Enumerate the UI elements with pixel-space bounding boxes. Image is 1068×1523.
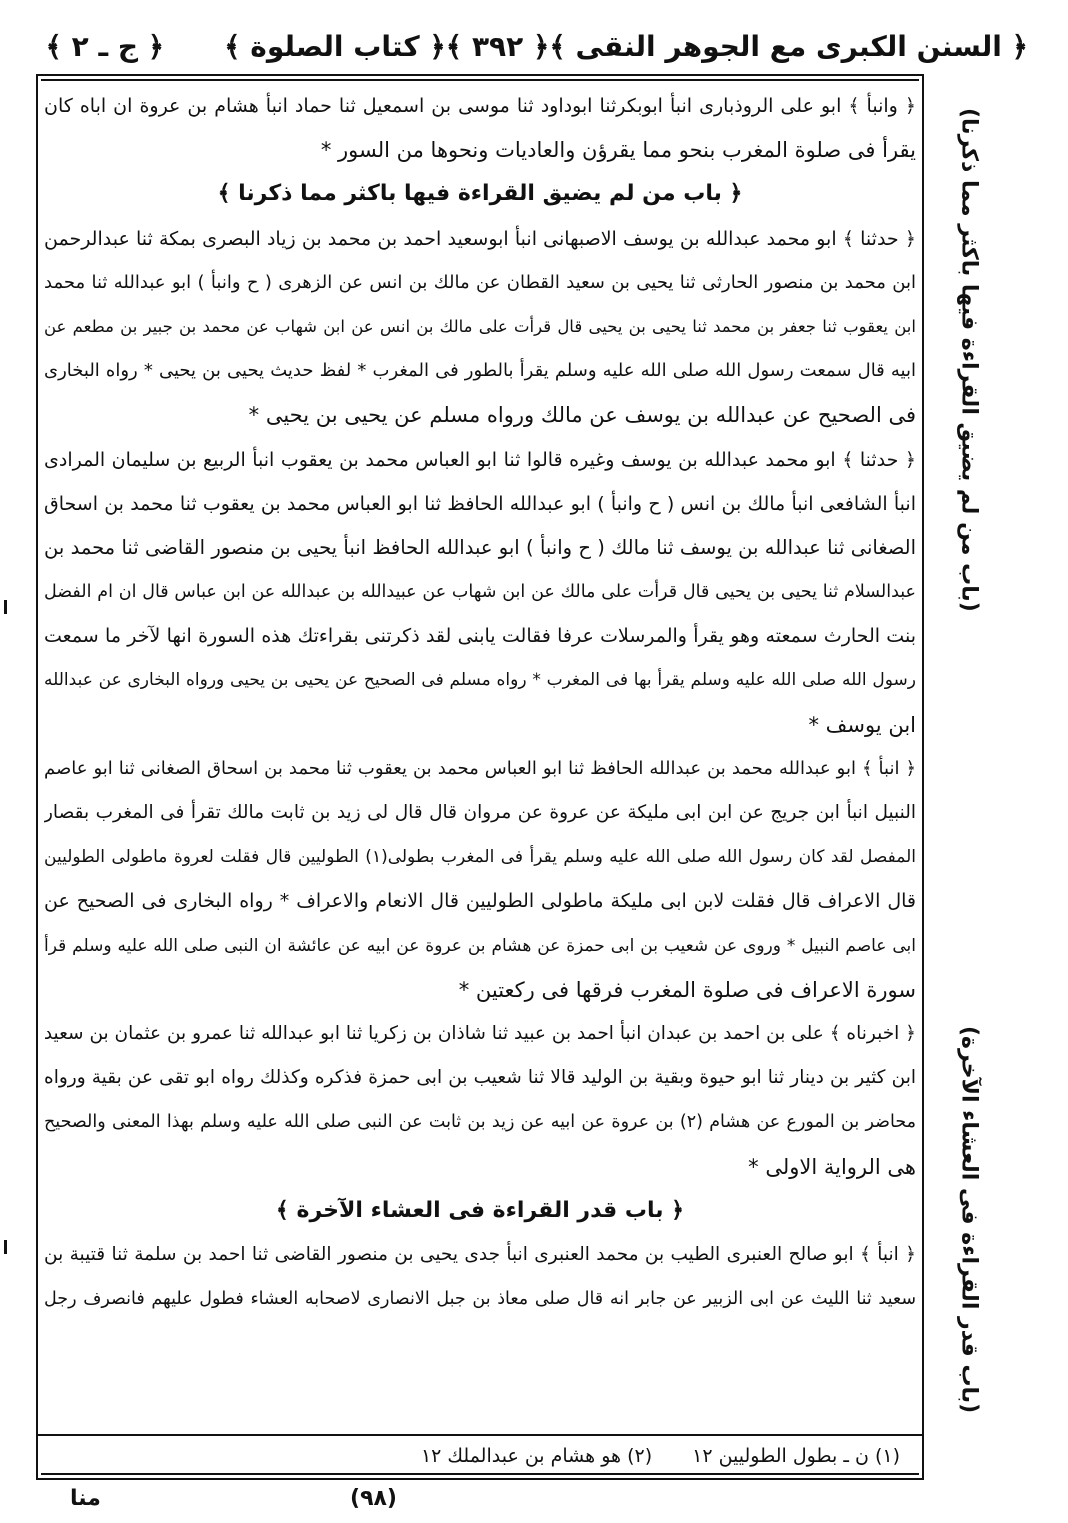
- text-line: فى الصحيح عن عبدالله بن يوسف عن مالك ورواه مسلم عن يحيى بن يحيى *: [248, 403, 916, 428]
- margin-heading-1: [934, 108, 1004, 612]
- text-line: بنت الحارث سمعته وهو يقرأ والمرسلات عرفا فقالت يابنى لقد ذكرتنى بقراءتك هذه السورة انها لآخر ما سمعت: [44, 625, 916, 648]
- text-line: ﴿ اخبرناه ﴾ على بن احمد بن عبدان انبأ احمد بن عبيد ثنا شاذان بن زكريا ثنا ابو عبدالله ثنا عمرو بن عثمان بن سعيد: [44, 1022, 916, 1044]
- chapter-heading: ﴿ باب من لم يضيق القراءة فيها باكثر مما ذكرنا ﴾: [217, 181, 743, 207]
- text-line: ﴿ حدثنا ﴾ ابو محمد عبدالله بن يوسف وغيره قالوا ثنا ابو العباس محمد بن يعقوب انبأ الربيع بن سليمان المرادى: [44, 448, 916, 471]
- text-line: هى الرواية الاولى *: [748, 1154, 916, 1179]
- text-line: ﴿ انبأ ﴾ ابو عبدالله محمد بن عبدالله الحافظ ثنا ابو العباس محمد بن يعقوب ثنا محمد بن اسحاق الصغانى ثنا ابو عاصم: [44, 757, 916, 779]
- margin-tick-mark: [4, 1240, 7, 1254]
- text-line: ﴿ انبأ ﴾ ابو صالح العنبرى الطيب بن محمد العنبرى انبأ جدى يحيى بن منصور القاضى ثنا احمد بن سلمة ثنا قتيبة بن: [44, 1243, 916, 1265]
- margin-heading-1-text: (باب من لم يضيق القراءة فيها باكثر مما ذكرنا): [956, 108, 982, 612]
- text-line: يقرأ فى صلوة المغرب بنحو مما يقرؤن والعاديات ونحوها من السور *: [320, 138, 916, 163]
- page-number: ﴿ ٣٩٢ ﴾: [445, 29, 550, 63]
- text-line: ﴿ وانبأ ﴾ ابو على الروذبارى انبأ ابوبكرثنا ابوداود ثنا موسى بن اسمعيل ثنا حماد انبأ هشام بن عروة ان اباه كان: [44, 95, 916, 117]
- footnote-rule: [38, 1434, 922, 1436]
- text-line: ابن كثير بن دينار ثنا ابو حيوة وبقية بن الوليد قالا ثنا شعيب بن ابى حمزة فذكره وكذلك رواه ابو تقى عن بقية ورواه: [44, 1067, 916, 1089]
- header-left-group: [46, 30, 446, 63]
- margin-tick-mark: [4, 600, 7, 614]
- text-line: قال الاعراف قال فقلت لابن ابى مليكة ماطولى الطوليين قال الانعام والاعراف * رواه البخارى فى الصحيح عن: [44, 890, 916, 913]
- text-line: الصغانى ثنا عبدالله بن يوسف ثنا مالك ( ح وانبأ ) ابو عبدالله الحافظ انبأ يحيى بن منصور القاضى ثنا محمد بن: [44, 535, 916, 559]
- book-title: ﴿ السنن الكبرى مع الجوهر النقى ﴾: [549, 29, 1028, 63]
- text-line: انبأ الشافعى انبأ مالك بن انس ( ح وانبأ ) ابو عبدالله الحافظ ثنا ابو العباس محمد بن يعقوب ثنا محمد بن اسحاق: [44, 492, 916, 515]
- text-line: ابى عاصم النبيل * وروى عن شعيب بن ابى حمزة عن هشام بن عروة عن ابيه عن عائشة ان النبى صلى الله عليه وسلم قرأ: [44, 935, 916, 956]
- sheet-number: (٩٨): [350, 1486, 397, 1511]
- text-line: رسول الله صلى الله عليه وسلم يقرأ بها فى المغرب * رواه مسلم فى الصحيح عن يحيى بن يحيى ورواه البخارى عن عبدالله: [44, 670, 916, 691]
- footnotes: [60, 1440, 900, 1472]
- text-line: محاضر بن المورع عن هشام (٢) بن عروة عن ابيه عن زيد بن ثابت عن النبى صلى الله عليه وسلم بهذا المعنى والصحيح: [44, 1112, 916, 1133]
- margin-heading-2-text: (باب قدر القراءة فى العشاء الآخرة): [956, 1026, 982, 1414]
- text-line: ابن محمد بن منصور الحارثى ثنا يحيى بن سعيد القطان عن مالك بن انس عن الزهرى ( ح وانبأ ) ابو عبدالله ثنا محمد: [44, 271, 916, 293]
- text-line: سورة الاعراف فى صلوة المغرب فرقها فى ركعتين *: [458, 977, 916, 1002]
- text-line: ابن يعقوب ثنا جعفر بن محمد ثنا يحيى بن يحيى قال قرأت على مالك بن انس عن ابن شهاب عن محمد بن جبير بن مطعم عن: [44, 316, 916, 336]
- text-line: ابيه قال سمعت رسول الله صلى الله عليه وسلم يقرأ بالطور فى المغرب * لفظ حديث يحيى بن يحيى * رواه البخارى: [44, 360, 916, 382]
- signature-mark: منا: [70, 1486, 101, 1511]
- frame-inner-bottom-rule: [41, 1473, 919, 1475]
- frame-inner-top-rule: [41, 79, 919, 81]
- text-line: عبدالسلام ثنا يحيى بن يحيى قال قرأت على مالك عن ابن شهاب عن عبيدالله بن عبدالله عن ابن عباس قال ان ام الفضل: [44, 582, 916, 603]
- chapter-heading: ﴿ باب قدر القراءة فى العشاء الآخرة ﴾: [275, 1197, 685, 1223]
- text-line: سعيد ثنا الليث عن ابى الزبير عن جابر انه قال صلى معاذ بن جبل الانصارى لاصحابه العشاء فطول عليهم فانصرف رجل: [44, 1289, 916, 1310]
- page-header: [45, 22, 1028, 70]
- text-line: المفصل لقد كان رسول الله صلى الله عليه وسلم يقرأ فى المغرب بطولى(١) الطوليين قال فقلت لعروة ماطولى الطوليين: [44, 847, 916, 868]
- footnote-2: (٢) هو هشام بن عبدالملك ١٢: [420, 1445, 653, 1467]
- footnote-1: (١) ن ـ بطول الطوليين ١٢: [692, 1445, 900, 1467]
- text-line: ﴿ حدثنا ﴾ ابو محمد عبدالله بن يوسف الاصبهانى انبأ ابوسعيد احمد بن محمد بن زياد البصرى بمكة ثنا عبدالرحمن: [44, 227, 916, 250]
- volume-label: ﴿ ج ـ ٢ ﴾: [45, 29, 165, 63]
- page-bottom: [60, 1486, 1028, 1520]
- margin-heading-2: [934, 1026, 1004, 1414]
- main-text: [44, 84, 916, 1321]
- section-title: ﴿ كتاب الصلوة ﴾: [224, 29, 446, 63]
- text-line: ابن يوسف *: [808, 712, 916, 737]
- text-line: النبيل انبأ ابن جريج عن ابن ابى مليكة عن عروة عن مروان قال قال لى زيد بن ثابت مالك تقرأ فى المغرب بقصار: [44, 802, 916, 823]
